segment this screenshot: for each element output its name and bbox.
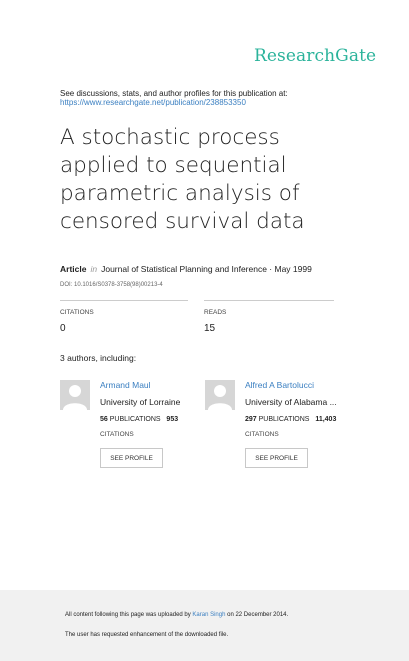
- author-stats: [245, 416, 336, 423]
- doi: DOI: 10.1016/S0378-3758(98)00213-4: [60, 282, 163, 288]
- in-word: in: [90, 264, 98, 274]
- citations-label: CITATIONS: [60, 309, 94, 316]
- avatar[interactable]: [205, 380, 235, 410]
- uploader-link[interactable]: Karan Singh: [192, 612, 226, 618]
- upload-prefix: All content following this page was uploaded by: [65, 612, 191, 618]
- author-name[interactable]: Armand Maul: [100, 380, 151, 390]
- publication-link[interactable]: https://www.researchgate.net/publication/238853350: [60, 98, 246, 107]
- citations-value: 0: [60, 323, 66, 334]
- footer: [0, 590, 409, 661]
- paper-meta: [60, 264, 312, 274]
- paper-title: A stochastic process applied to sequential parametric analysis of censored survival data: [60, 125, 305, 234]
- user-silhouette-icon: [60, 380, 90, 410]
- upload-suffix: on 22 December 2014.: [227, 612, 289, 618]
- journal-venue[interactable]: Journal of Statistical Planning and Inference · May 1999: [101, 264, 312, 274]
- citations-label: CITATIONS: [245, 431, 279, 438]
- publications-count: 297: [245, 416, 257, 423]
- author-institution: University of Lorraine: [100, 397, 181, 407]
- intro-text: See discussions, stats, and author profiles for this publication at:: [60, 89, 288, 98]
- divider: [60, 300, 188, 301]
- see-profile-button[interactable]: SEE PROFILE: [245, 448, 308, 468]
- citations-count: 953: [166, 416, 179, 423]
- citations-label: CITATIONS: [100, 431, 134, 438]
- reads-value: 15: [204, 323, 216, 334]
- author-institution: University of Alabama ...: [245, 397, 337, 407]
- author-stats: [100, 416, 178, 423]
- article-type: Article: [60, 264, 87, 274]
- authors-heading: 3 authors, including:: [60, 353, 137, 363]
- reads-label: READS: [204, 309, 227, 316]
- divider: [204, 300, 334, 301]
- user-silhouette-icon: [205, 380, 235, 410]
- publications-label: PUBLICATIONS: [258, 416, 310, 423]
- researchgate-logo[interactable]: ResearchGate: [254, 46, 377, 66]
- see-profile-button[interactable]: SEE PROFILE: [100, 448, 163, 468]
- upload-note: [65, 612, 288, 618]
- publications-label: PUBLICATIONS: [109, 416, 161, 423]
- avatar[interactable]: [60, 380, 90, 410]
- citations-count: 11,403: [315, 416, 337, 423]
- publications-count: 56: [100, 416, 108, 423]
- request-note: The user has requested enhancement of the downloaded file.: [65, 632, 229, 638]
- author-name[interactable]: Alfred A Bartolucci: [245, 380, 314, 390]
